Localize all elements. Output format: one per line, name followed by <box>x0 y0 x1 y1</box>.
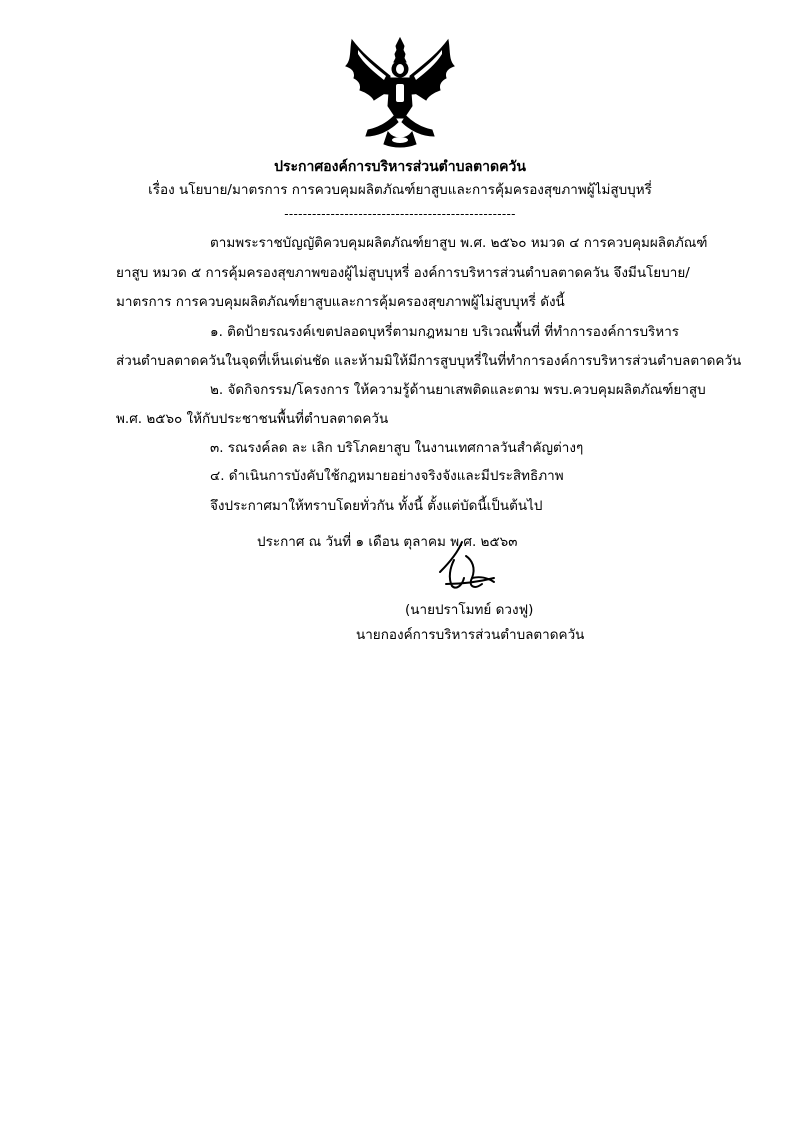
measure-item-1: ๑. ติดป้ายรณรงค์เขตปลอดบุหรี่ตามกฎหมาย บริเวณพื้นที่ ที่ทำการองค์การบริหาร <box>210 324 680 340</box>
signer-position: นายกองค์การบริหารส่วนตำบลตาดควัน <box>356 627 585 643</box>
body-paragraph-intro-cont: ยาสูบ หมวด ๕ การคุ้มครองสุขภาพของผู้ไม่สูบบุหรี่ องค์การบริหารส่วนตำบลตาดควัน จึงมีนโยบาย/ <box>116 265 690 281</box>
measure-item-2-cont: พ.ศ. ๒๕๖๐ ให้กับประชาชนพื้นที่ตำบลตาดควัน <box>116 411 389 427</box>
garuda-emblem-icon <box>338 36 462 150</box>
body-paragraph-intro: ตามพระราชบัญญัติควบคุมผลิตภัณฑ์ยาสูบ พ.ศ. ๒๕๖๐ หมวด ๔ การควบคุมผลิตภัณฑ์ <box>210 235 708 251</box>
signer-name: (นายปราโมทย์ ดวงฟู) <box>405 602 534 618</box>
measure-item-3: ๓. รณรงค์ลด ละ เลิก บริโภคยาสูบ ในงานเทศกาลวันสำคัญต่างๆ <box>210 440 584 456</box>
signature-icon <box>432 538 500 594</box>
separator-line: -------------------------------------------------- <box>284 207 516 221</box>
measure-item-2: ๒. จัดกิจกรรม/โครงการ ให้ความรู้ด้านยาเสพติดและตาม พรบ.ควบคุมผลิตภัณฑ์ยาสูบ <box>210 382 706 398</box>
measure-item-4: ๔. ดำเนินการบังคับใช้กฎหมายอย่างจริงจังและมีประสิทธิภาพ <box>210 468 564 484</box>
document-subject: เรื่อง นโยบาย/มาตรการ การควบคุมผลิตภัณฑ์ยาสูบและการคุ้มครองสุขภาพผู้ไม่สูบบุหรี่ <box>148 182 652 198</box>
closing-statement: จึงประกาศมาให้ทราบโดยทั่วกัน ทั้งนี้ ตั้งแต่บัดนี้เป็นต้นไป <box>210 498 543 514</box>
document-title: ประกาศองค์การบริหารส่วนตำบลตาดควัน <box>274 159 526 175</box>
measure-item-1-cont: ส่วนตำบลตาดควันในจุดที่เห็นเด่นชัด และห้ามมิให้มีการสูบบุหรี่ในที่ทำการองค์การบริหารส่วนตำบลตาดควัน <box>116 353 742 369</box>
body-paragraph-intro-cont: มาตรการ การควบคุมผลิตภัณฑ์ยาสูบและการคุ้มครองสุขภาพผู้ไม่สูบบุหรี่ ดังนี้ <box>116 294 565 310</box>
announce-date: ประกาศ ณ วันที่ ๑ เดือน ตุลาคม พ.ศ. ๒๕๖๓ <box>257 534 518 550</box>
